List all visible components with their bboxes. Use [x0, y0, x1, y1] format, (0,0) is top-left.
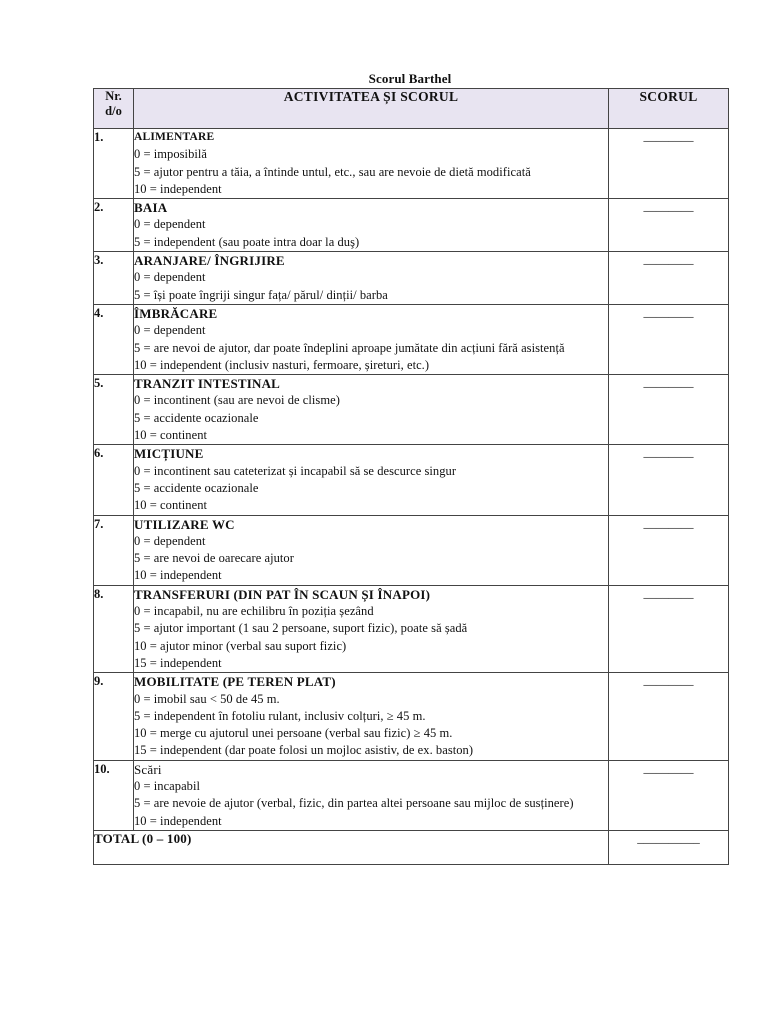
activity-title: TRANZIT INTESTINAL [134, 376, 281, 392]
table-row [94, 252, 729, 305]
activity-option: 5 = își poate îngriji singur fața/ părul/ dinții/ barba [134, 287, 388, 302]
score-cell [609, 252, 729, 305]
row-number: 2. [94, 199, 134, 252]
score-blank[interactable]: ________ [643, 673, 694, 688]
score-blank[interactable]: ________ [643, 445, 694, 460]
activity-option: 5 = are nevoie de ajutor (verbal, fizic, din partea altei persoane sau mijloc de susținere) [134, 796, 574, 811]
activity-option: 0 = dependent [134, 217, 206, 232]
activity-option: 0 = incontinent sau cateterizat și incapabil să se descurce singur [134, 463, 457, 478]
score-blank[interactable]: ________ [643, 585, 694, 600]
score-cell [609, 304, 729, 374]
activity-option: 15 = independent [134, 655, 222, 670]
header-nr-line2: d/o [105, 104, 122, 118]
table-row [94, 760, 729, 830]
activity-option: 0 = dependent [134, 533, 206, 548]
score-blank[interactable]: ________ [643, 252, 694, 267]
activity-title: ÎMBRĂCARE [134, 305, 218, 321]
header-nr [94, 89, 134, 129]
row-number: 10. [94, 760, 134, 830]
activity-cell [134, 199, 609, 252]
total-row [94, 830, 729, 864]
table-row [94, 673, 729, 760]
table-header-row [94, 89, 729, 129]
row-number: 4. [94, 304, 134, 374]
activity-option: 10 = independent (inclusiv nasturi, fermoare, șireturi, etc.) [134, 357, 430, 372]
score-cell [609, 129, 729, 199]
score-blank[interactable]: ________ [643, 199, 694, 214]
activity-title: MOBILITATE (PE TEREN PLAT) [134, 674, 336, 690]
activity-option: 10 = ajutor minor (verbal sau suport fizic) [134, 638, 347, 653]
score-cell [609, 375, 729, 445]
activity-cell [134, 375, 609, 445]
activity-option: 5 = are nevoi de ajutor, dar poate îndeplini aproape jumătate din acțiuni fără asistență [134, 340, 565, 355]
table-row [94, 199, 729, 252]
row-number: 6. [94, 445, 134, 515]
activity-title: ARANJARE/ ÎNGRIJIRE [134, 253, 285, 269]
document-title: Scorul Barthel [368, 71, 452, 86]
score-blank[interactable]: ________ [643, 129, 694, 143]
score-blank[interactable]: ________ [643, 760, 694, 775]
activity-option: 0 = incontinent (sau are nevoi de clisme) [134, 393, 340, 408]
activity-option: 10 = merge cu ajutorul unei persoane (verbal sau fizic) ≥ 45 m. [134, 726, 453, 741]
table-row [94, 585, 729, 672]
table-row [94, 304, 729, 374]
header-activity: ACTIVITATEA ȘI SCORUL [134, 89, 609, 129]
activity-option: 0 = dependent [134, 323, 206, 338]
activity-cell [134, 445, 609, 515]
activity-option: 0 = dependent [134, 270, 206, 285]
activity-cell [134, 252, 609, 305]
table-body [94, 129, 729, 831]
activity-title: Scări [134, 761, 162, 777]
activity-cell [134, 515, 609, 585]
row-number: 3. [94, 252, 134, 305]
table-row [94, 375, 729, 445]
row-number: 7. [94, 515, 134, 585]
activity-option: 0 = incapabil [134, 778, 201, 793]
score-cell [609, 585, 729, 672]
activity-cell [134, 129, 609, 199]
score-cell [609, 673, 729, 760]
score-cell [609, 760, 729, 830]
score-blank[interactable]: ________ [643, 304, 694, 319]
activity-option: 10 = continent [134, 428, 208, 443]
barthel-table [93, 88, 729, 865]
header-score: SCORUL [609, 89, 729, 129]
activity-option: 5 = ajutor important (1 sau 2 persoane, suport fizic), poate să șadă [134, 621, 468, 636]
header-nr-line1: Nr. [105, 89, 122, 103]
score-cell [609, 515, 729, 585]
activity-option: 5 = independent în fotoliu rulant, inclusiv colțuri, ≥ 45 m. [134, 708, 426, 723]
total-score-cell [609, 830, 729, 864]
activity-option: 5 = ajutor pentru a tăia, a întinde untul, etc., sau are nevoie de dietă modificată [134, 164, 531, 179]
activity-option: 5 = accidente ocazionale [134, 410, 259, 425]
score-cell [609, 199, 729, 252]
table-row [94, 129, 729, 199]
activity-title: MICȚIUNE [134, 446, 204, 462]
activity-option: 10 = independent [134, 181, 222, 196]
activity-option: 5 = are nevoi de oarecare ajutor [134, 551, 294, 566]
row-number: 1. [94, 129, 134, 199]
row-number: 9. [94, 673, 134, 760]
activity-cell [134, 760, 609, 830]
activity-title: ALIMENTARE [134, 131, 215, 143]
activity-option: 0 = imposibilă [134, 147, 208, 162]
activity-option: 0 = imobil sau < 50 de 45 m. [134, 691, 280, 706]
activity-option: 10 = independent [134, 568, 222, 583]
activity-cell [134, 585, 609, 672]
score-blank[interactable]: ________ [643, 375, 694, 390]
activity-option: 5 = independent (sau poate intra doar la duş) [134, 234, 360, 249]
activity-cell [134, 673, 609, 760]
score-blank[interactable]: ________ [643, 515, 694, 530]
total-score-blank[interactable]: __________ [637, 830, 700, 845]
score-cell [609, 445, 729, 515]
table-row [94, 515, 729, 585]
activity-option: 10 = continent [134, 498, 208, 513]
activity-option: 5 = accidente ocazionale [134, 480, 259, 495]
row-number: 5. [94, 375, 134, 445]
total-label: TOTAL (0 – 100) [94, 830, 609, 864]
activity-option: 10 = independent [134, 813, 222, 828]
activity-title: UTILIZARE WC [134, 516, 235, 532]
activity-title: BAIA [134, 200, 168, 216]
activity-option: 0 = incapabil, nu are echilibru în poziția șezând [134, 604, 374, 619]
row-number: 8. [94, 585, 134, 672]
table-row [94, 445, 729, 515]
activity-cell [134, 304, 609, 374]
activity-title: TRANSFERURI (DIN PAT ÎN SCAUN ȘI ÎNAPOI) [134, 586, 431, 602]
activity-option: 15 = independent (dar poate folosi un mojloc asistiv, de ex. baston) [134, 743, 474, 758]
